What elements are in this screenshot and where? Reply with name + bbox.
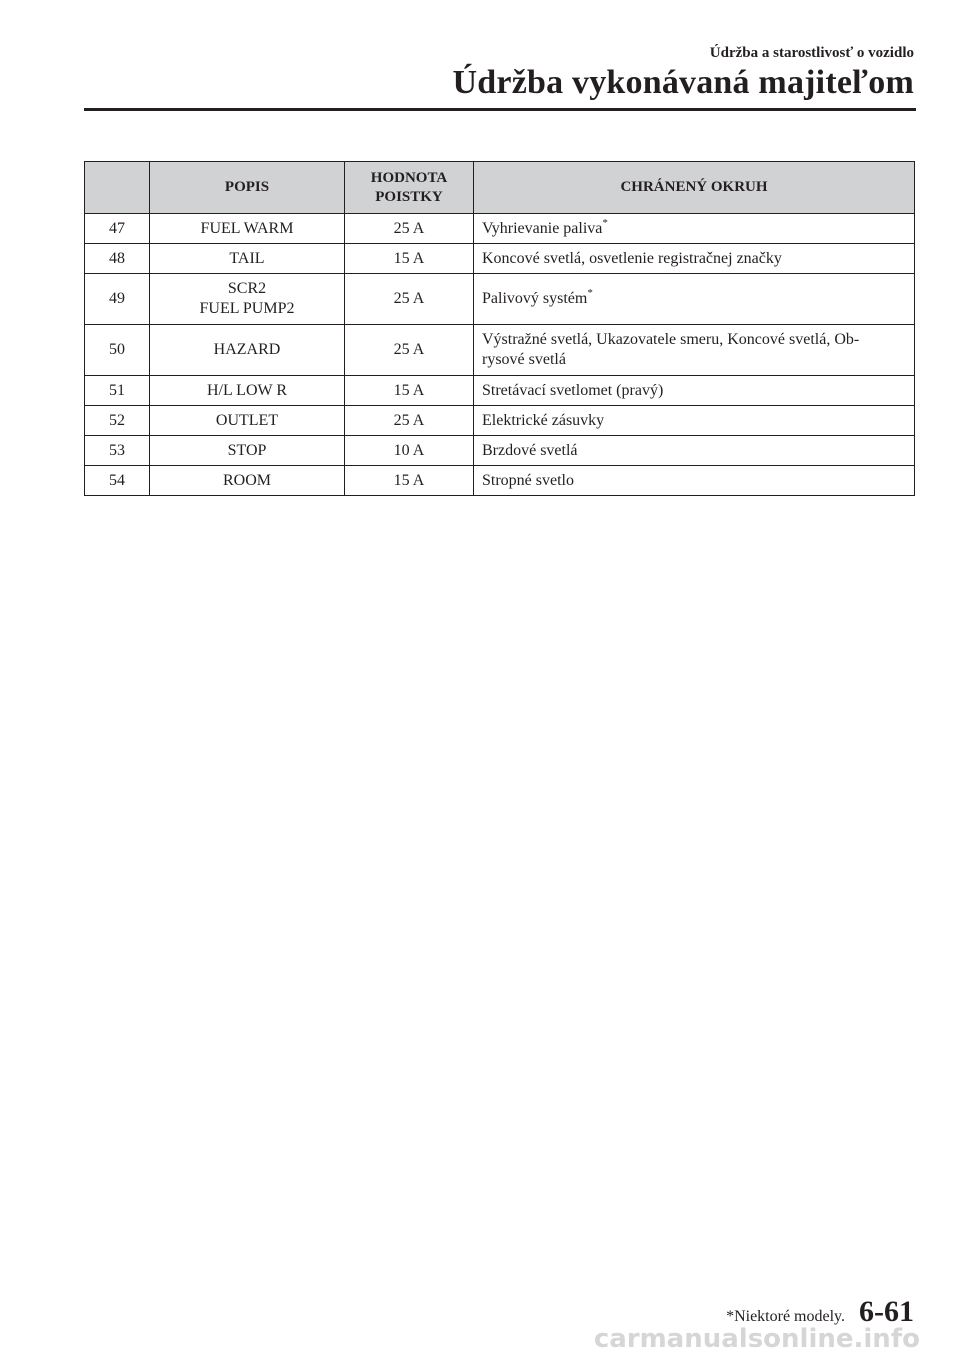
fuse-description: SCR2 FUEL PUMP2 — [150, 274, 345, 325]
fuse-description: H/L LOW R — [150, 376, 345, 406]
protected-circuit: Vyhrievanie paliva — [482, 219, 603, 237]
protected-circuit-cell — [474, 376, 915, 406]
table-row — [85, 376, 915, 406]
protected-circuit: Stropné svetlo — [482, 471, 574, 489]
header-fuse-rating: HODNOTA POISTKY — [345, 162, 474, 214]
fuse-number: 47 — [85, 214, 150, 244]
fuse-number: 51 — [85, 376, 150, 406]
fuse-rating: 10 A — [345, 436, 474, 466]
fuse-rating: 25 A — [345, 274, 474, 325]
table-header-row — [85, 162, 915, 214]
header-number — [85, 162, 150, 214]
fuse-rating: 15 A — [345, 376, 474, 406]
page-header — [453, 44, 914, 103]
protected-circuit-cell — [474, 466, 915, 496]
fuse-rating: 15 A — [345, 466, 474, 496]
protected-circuit: Brzdové svetlá — [482, 441, 578, 459]
table-row — [85, 406, 915, 436]
protected-circuit-cell — [474, 406, 915, 436]
footnote-marker: * — [587, 287, 593, 299]
chapter-title: Údržba vykonávaná majiteľom — [452, 64, 914, 101]
protected-circuit-cell — [474, 436, 915, 466]
fuse-description: HAZARD — [150, 325, 345, 376]
fuse-number: 54 — [85, 466, 150, 496]
table-row — [85, 436, 915, 466]
protected-circuit-cell — [474, 274, 915, 325]
header-protected-circuit: CHRÁNENÝ OKRUH — [474, 162, 915, 214]
page-number: 6-61 — [859, 1295, 914, 1328]
protected-circuit: Stretávací svetlomet (pravý) — [482, 381, 664, 399]
header-divider — [84, 108, 916, 111]
fuse-number: 50 — [85, 325, 150, 376]
fuse-table-body — [85, 214, 915, 496]
protected-circuit: Palivový systém — [482, 290, 588, 307]
protected-circuit: Elektrické zásuvky — [482, 411, 605, 429]
fuse-rating: 25 A — [345, 325, 474, 376]
fuse-description: ROOM — [150, 466, 345, 496]
protected-circuit-cell — [474, 325, 915, 376]
fuse-description: STOP — [150, 436, 345, 466]
protected-circuit-cell — [474, 244, 915, 274]
watermark: carmanualsonline.info — [593, 1324, 920, 1354]
fuse-number: 49 — [85, 274, 150, 325]
protected-circuit-cell — [474, 214, 915, 244]
table-row — [85, 466, 915, 496]
section-title: Údržba a starostlivosť o vozidlo — [709, 45, 914, 61]
table-row — [85, 274, 915, 325]
fuse-rating: 15 A — [345, 244, 474, 274]
header-description: POPIS — [150, 162, 345, 214]
fuse-number: 48 — [85, 244, 150, 274]
fuse-description: TAIL — [150, 244, 345, 274]
protected-circuit: Výstražné svetlá, Ukazovatele smeru, Koncové svetlá, Ob- rysové svetlá — [482, 331, 860, 368]
fuse-description: FUEL WARM — [150, 214, 345, 244]
table-row — [85, 214, 915, 244]
fuse-number: 53 — [85, 436, 150, 466]
table-row — [85, 325, 915, 376]
footnote-marker: * — [602, 216, 608, 229]
fuse-number: 52 — [85, 406, 150, 436]
footnote: *Niektoré modely. — [726, 1308, 845, 1325]
table-row — [85, 244, 915, 274]
fuse-table — [84, 161, 915, 496]
fuse-rating: 25 A — [345, 406, 474, 436]
fuse-description: OUTLET — [150, 406, 345, 436]
protected-circuit: Koncové svetlá, osvetlenie registračnej značky — [482, 249, 782, 267]
fuse-rating: 25 A — [345, 214, 474, 244]
